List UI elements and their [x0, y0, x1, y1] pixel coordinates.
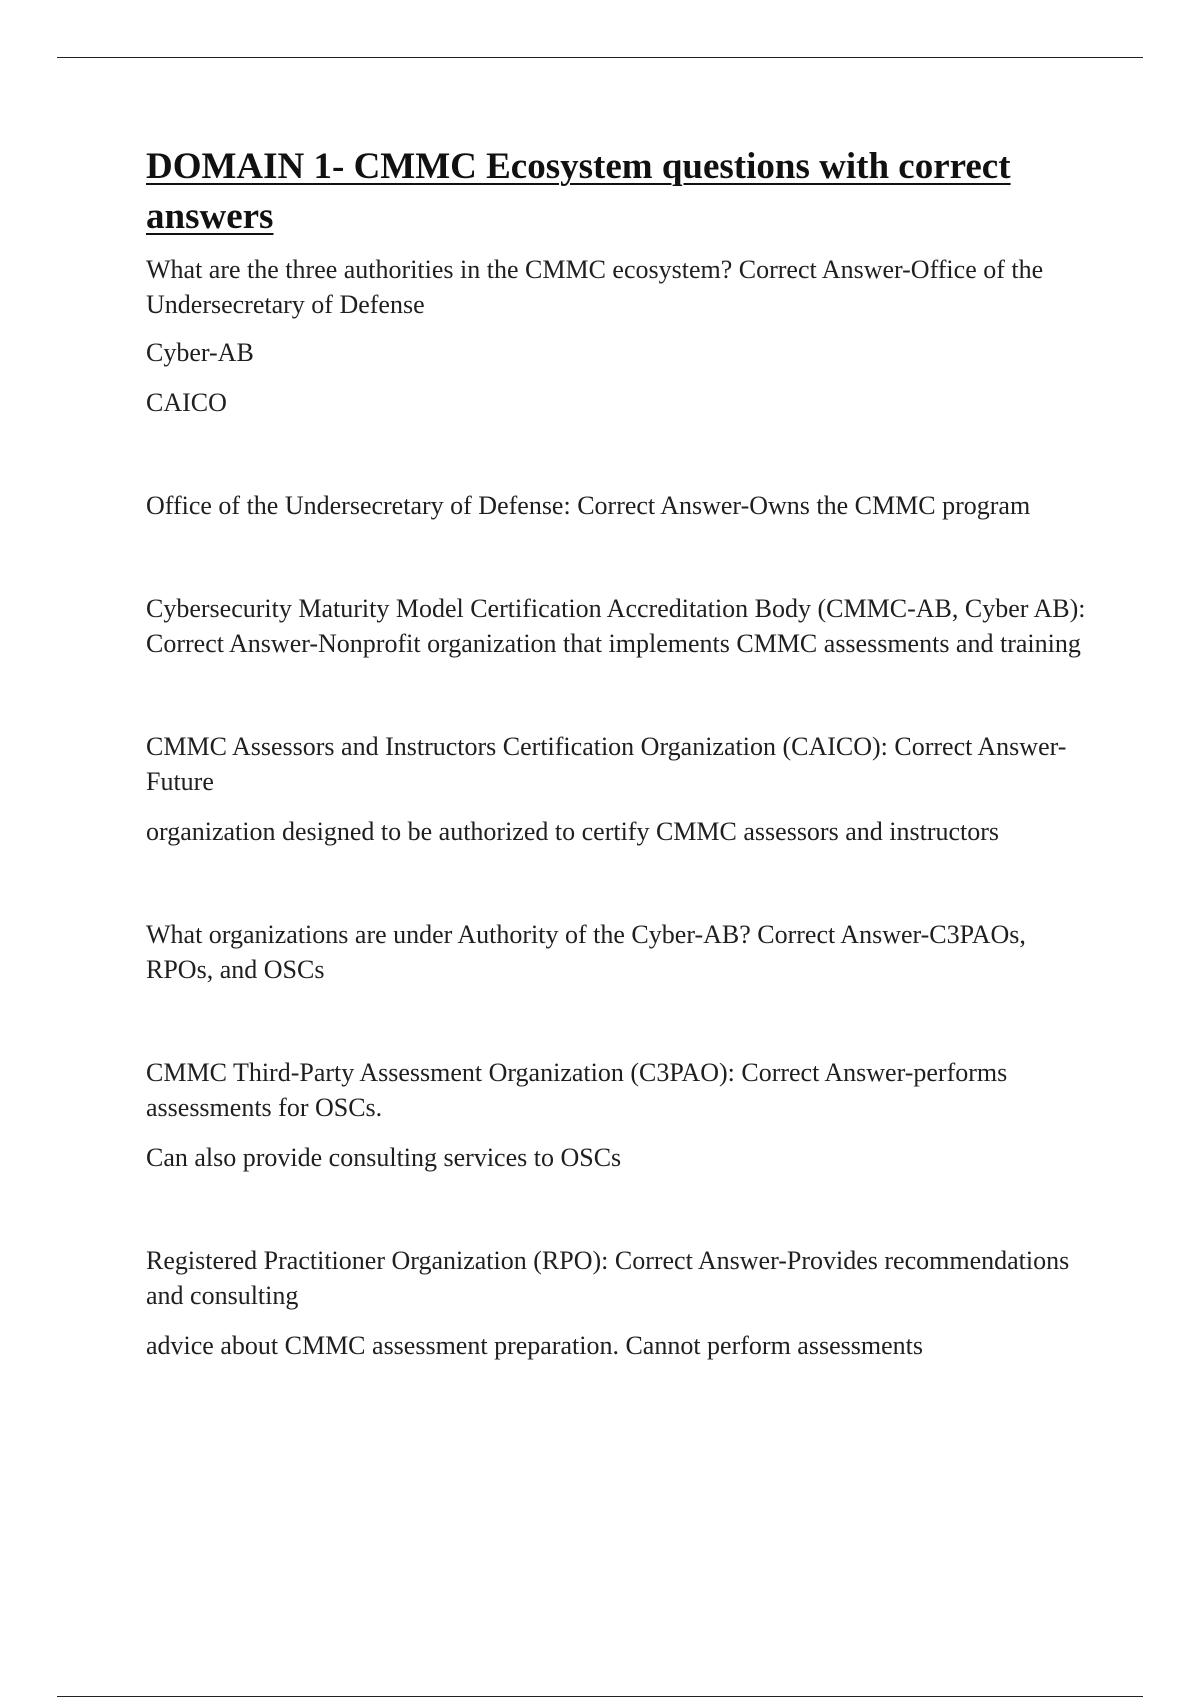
question-cmmc-ab: Cybersecurity Maturity Model Certification Accreditation Body (CMMC-AB, Cyber AB): Correct Answer-Nonprofit organization that implements CMMC assessments and training [146, 594, 1086, 658]
question-three-authorities: What are the three authorities in the CMMC ecosystem? Correct Answer-Office of the Undersecretary of Defense [146, 255, 1044, 319]
question-caico: CMMC Assessors and Instructors Certification Organization (CAICO): Correct Answer-Future [146, 732, 1067, 796]
question-office-undersecretary: Office of the Undersecretary of Defense: Correct Answer-Owns the CMMC program [146, 491, 1031, 520]
answer-line-caico-continued: organization designed to be authorized to certify CMMC assessors and instructors [146, 817, 1000, 846]
answer-line-cyber-ab: Cyber-AB [146, 338, 254, 367]
bottom-rule [57, 1696, 1143, 1697]
answer-line-c3pao-continued: Can also provide consulting services to OSCs [146, 1143, 622, 1172]
question-cyber-ab-authority: What organizations are under Authority of the Cyber-AB? Correct Answer-C3PAOs, RPOs, and OSCs [146, 920, 1026, 984]
question-c3pao: CMMC Third-Party Assessment Organization (C3PAO): Correct Answer-performs assessments for OSCs. [146, 1058, 1008, 1122]
answer-line-caico: CAICO [146, 388, 227, 417]
answer-line-rpo-continued: advice about CMMC assessment preparation. Cannot perform assessments [146, 1331, 923, 1360]
document-body [146, 142, 1096, 1363]
document-title: DOMAIN 1- CMMC Ecosystem questions with correct answers [146, 146, 1011, 237]
question-rpo: Registered Practitioner Organization (RPO): Correct Answer-Provides recommendations and consulting [146, 1246, 1070, 1310]
top-rule [57, 57, 1143, 58]
